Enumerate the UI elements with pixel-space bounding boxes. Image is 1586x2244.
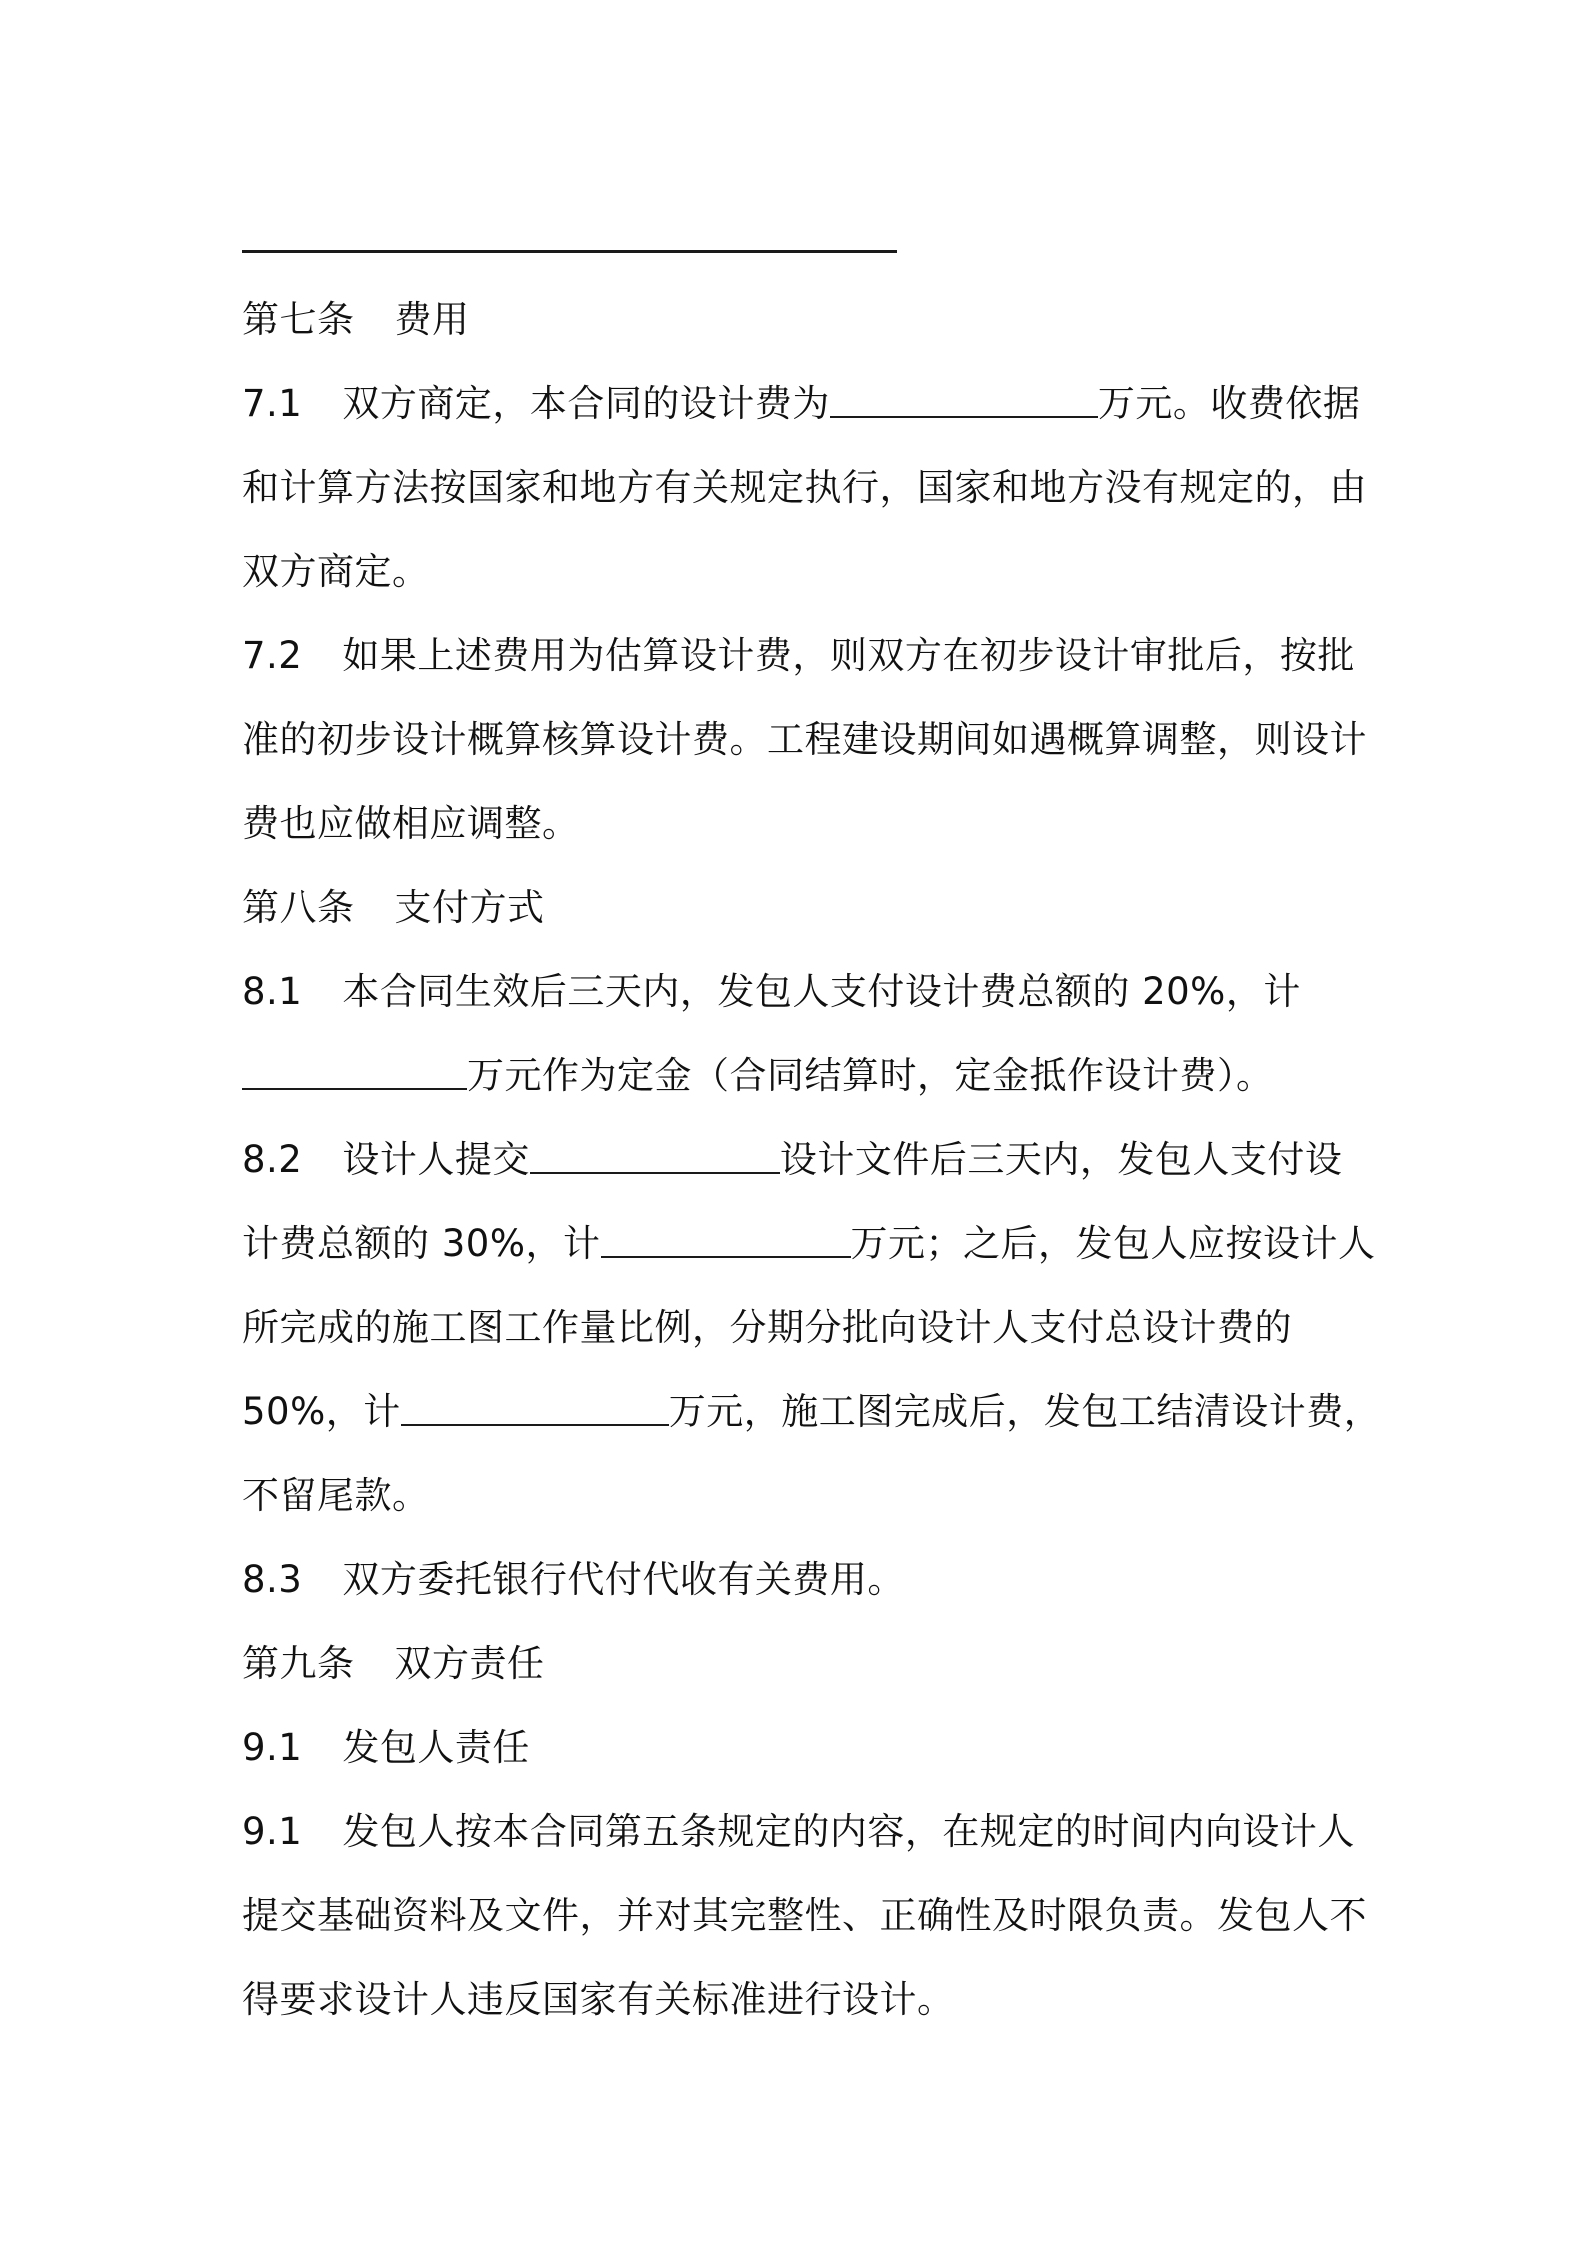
clause-8-2-line-2 xyxy=(242,1202,1376,1286)
clause-7-2-line-3 xyxy=(242,782,1372,866)
clause-text: 设计文件后三天内，发包人支付设 xyxy=(779,1138,1343,1181)
clause-number: 7.2 xyxy=(242,634,303,677)
clause-text: 万元；之后，发包人应按设计人 xyxy=(850,1222,1376,1265)
clause-8-3-line-1 xyxy=(242,1538,1372,1622)
article-7-heading xyxy=(242,278,1372,362)
article-8-heading xyxy=(242,866,1372,950)
article-title: 双方责任 xyxy=(394,1642,545,1685)
contract-text xyxy=(242,278,1382,2042)
clause-8-1-line-1 xyxy=(242,950,1372,1034)
clause-number: 9.1 xyxy=(242,1726,303,1769)
clause-7-1-line-3 xyxy=(242,530,1372,614)
clause-text: 50%，计 xyxy=(242,1390,401,1433)
clause-text: 计费总额的 30%，计 xyxy=(242,1222,601,1265)
clause-8-2-line-4 xyxy=(242,1370,1382,1454)
fill-blank xyxy=(401,1387,669,1426)
clause-text: 得要求设计人违反国家有关标准进行设计。 xyxy=(242,1978,955,2021)
clause-number: 9.1 xyxy=(242,1810,303,1853)
clause-text: 提交基础资料及文件，并对其完整性、正确性及时限负责。发包人不 xyxy=(242,1894,1367,1937)
clause-number: 8.2 xyxy=(242,1138,303,1181)
article-number: 第七条 xyxy=(242,298,355,341)
fill-blank xyxy=(242,1051,467,1090)
clause-9-1-line-3 xyxy=(242,1958,1372,2042)
article-number: 第九条 xyxy=(242,1642,355,1685)
clause-text: 双方商定，本合同的设计费为 xyxy=(342,382,830,425)
clause-8-2-line-3 xyxy=(242,1286,1372,1370)
clause-text: 万元，施工图完成后，发包工结清设计费， xyxy=(668,1390,1382,1433)
clause-number: 8.1 xyxy=(242,970,303,1013)
clause-text: 发包人责任 xyxy=(342,1726,530,1769)
clause-number: 7.1 xyxy=(242,382,303,425)
article-number: 第八条 xyxy=(242,886,355,929)
article-title: 费用 xyxy=(394,298,470,341)
clause-text: 双方委托银行代付代收有关费用。 xyxy=(342,1558,905,1601)
clause-8-2-line-5 xyxy=(242,1454,1372,1538)
clause-8-2-line-1 xyxy=(242,1118,1372,1202)
clause-text: 不留尾款。 xyxy=(242,1474,430,1517)
clause-7-1-line-1 xyxy=(242,362,1372,446)
clause-text: 发包人按本合同第五条规定的内容，在规定的时间内向设计人 xyxy=(342,1810,1355,1853)
top-blank-line xyxy=(242,250,897,253)
article-9-heading xyxy=(242,1622,1372,1706)
clause-text: 本合同生效后三天内，发包人支付设计费总额的 20%，计 xyxy=(342,970,1301,1013)
article-title: 支付方式 xyxy=(394,886,545,929)
fill-blank xyxy=(830,379,1098,418)
clause-text: 准的初步设计概算核算设计费。工程建设期间如遇概算调整，则设计 xyxy=(242,718,1367,761)
clause-text: 万元。收费依据 xyxy=(1097,382,1361,425)
clause-9-1-line-1 xyxy=(242,1790,1372,1874)
clause-7-1-line-2 xyxy=(242,446,1372,530)
clause-text: 费也应做相应调整。 xyxy=(242,802,580,845)
clause-text: 如果上述费用为估算设计费，则双方在初步设计审批后，按批 xyxy=(342,634,1355,677)
clause-text: 所完成的施工图工作量比例，分期分批向设计人支付总设计费的 xyxy=(242,1306,1292,1349)
fill-blank xyxy=(530,1135,780,1174)
clause-7-2-line-2 xyxy=(242,698,1372,782)
clause-text: 和计算方法按国家和地方有关规定执行，国家和地方没有规定的，由 xyxy=(242,466,1367,509)
clause-text: 设计人提交 xyxy=(342,1138,530,1181)
clause-9-1-line-2 xyxy=(242,1874,1372,1958)
clause-text: 万元作为定金（合同结算时，定金抵作设计费）。 xyxy=(467,1054,1274,1097)
clause-number: 8.3 xyxy=(242,1558,303,1601)
clause-text: 双方商定。 xyxy=(242,550,430,593)
clause-7-2-line-1 xyxy=(242,614,1372,698)
clause-9-1-title xyxy=(242,1706,1372,1790)
fill-blank xyxy=(601,1219,851,1258)
clause-8-1-line-2 xyxy=(242,1034,1372,1118)
